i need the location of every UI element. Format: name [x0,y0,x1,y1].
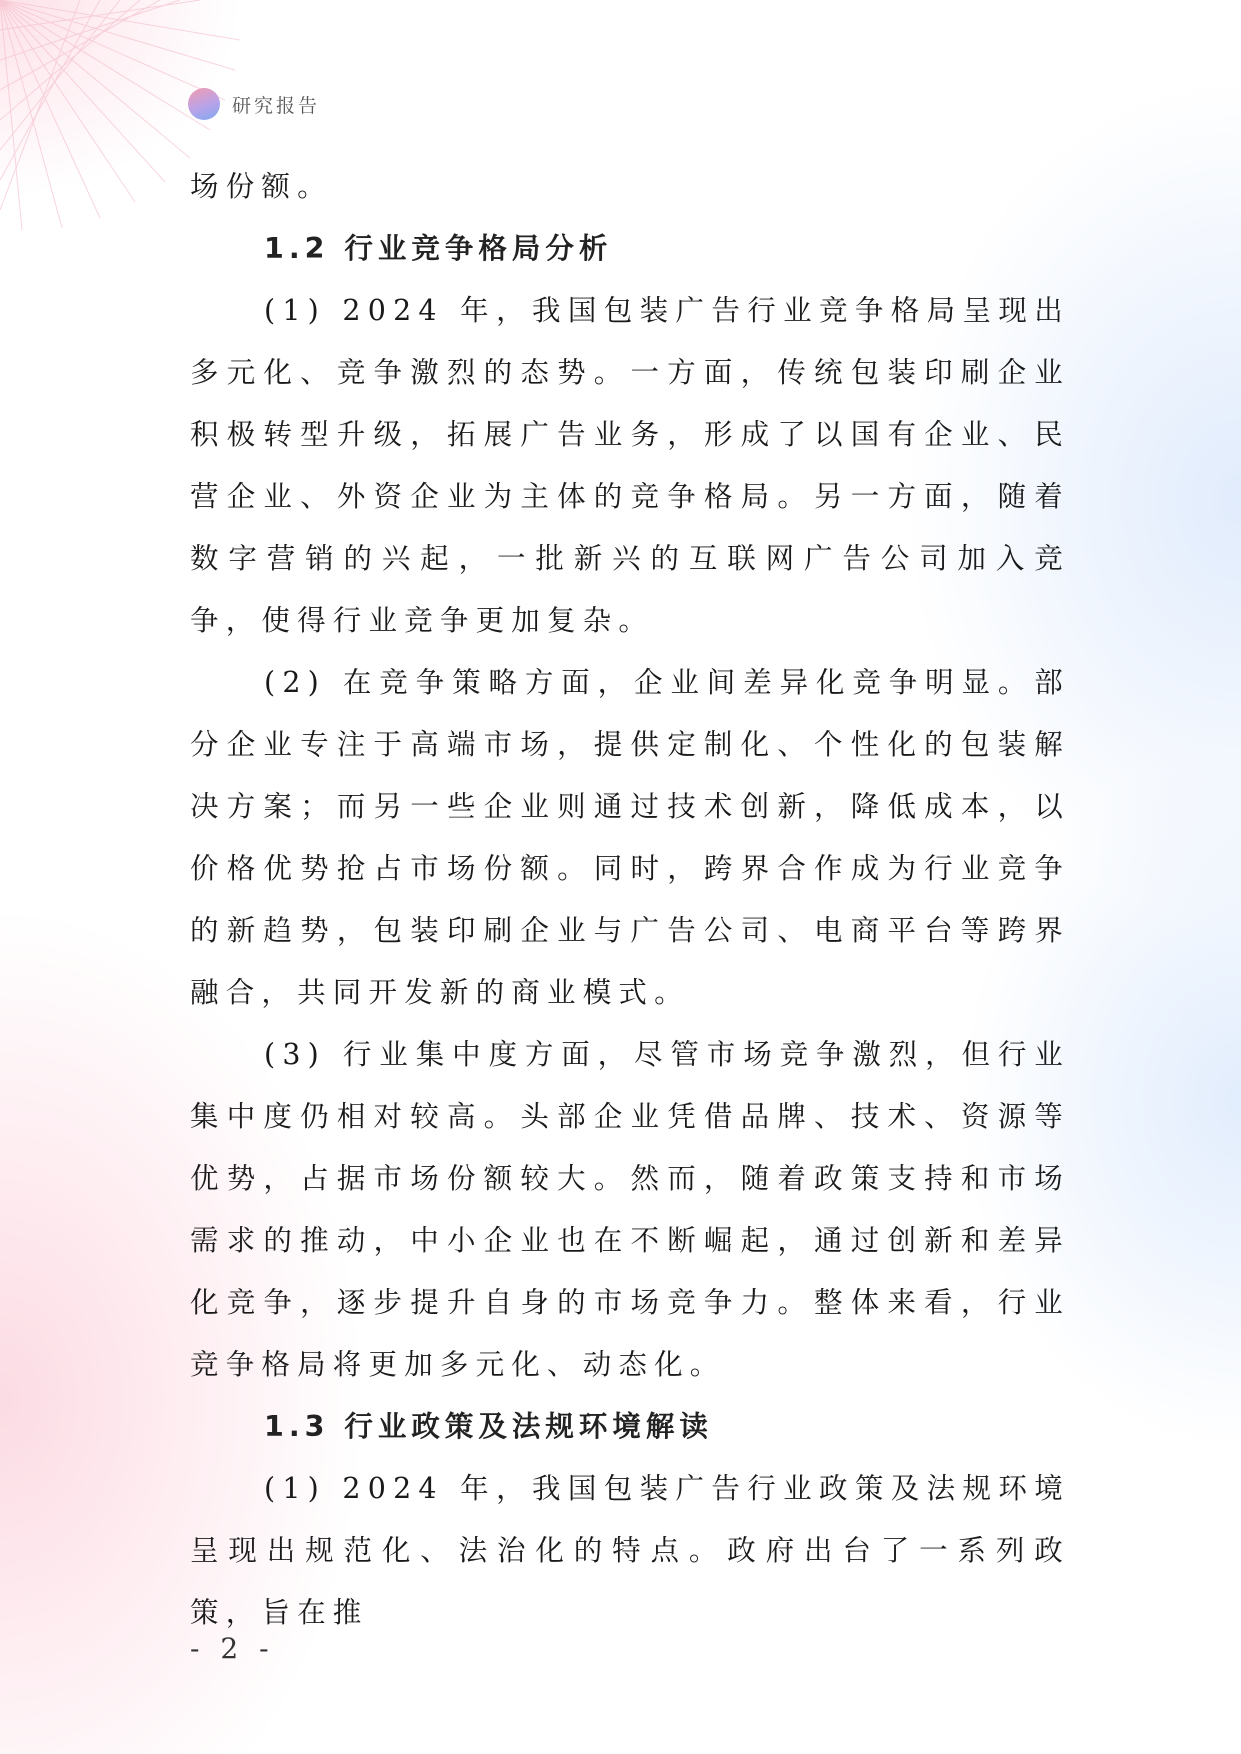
paragraph-1-3-1: (1) 2024 年，我国包装广告行业政策及法规环境呈现出规范化、法治化的特点。政府出台了一系列政策，旨在推 [190,1472,1070,1629]
paragraph-1-2-1: (1) 2024 年，我国包装广告行业竞争格局呈现出多元化、竞争激烈的态势。一方面，传统包装印刷企业积极转型升级，拓展广告业务，形成了以国有企业、民营企业、外资企业为主体的竞争格局。另一方面，随着数字营销的兴起，一批新兴的互联网广告公司加入竞争，使得行业竞争更加复杂。 [190,294,1070,637]
section-heading-1-3: 1.3 行业政策及法规环境解读 [264,1410,713,1443]
header-title: 研究报告 [232,94,321,117]
intro-paragraph: 场份额。 [190,170,333,203]
section-heading-1-2: 1.2 行业竞争格局分析 [264,232,613,265]
paragraph-1-2-3: (3) 行业集中度方面，尽管市场竞争激烈，但行业集中度仍相对较高。头部企业凭借品牌、技术、资源等优势，占据市场份额较大。然而，随着政策支持和市场需求的推动，中小企业也在不断崛起，通过创新和差异化竞争，逐步提升自身的市场竞争力。整体来看，行业竞争格局将更加多元化、动态化。 [190,1038,1070,1381]
page-number: - 2 - [190,1632,275,1665]
paragraph-1-2-2: (2) 在竞争策略方面，企业间差异化竞争明显。部分企业专注于高端市场，提供定制化、个性化的包装解决方案；而另一些企业则通过技术创新，降低成本，以价格优势抢占市场份额。同时，跨界合作成为行业竞争的新趋势，包装印刷企业与广告公司、电商平台等跨界融合，共同开发新的商业模式。 [190,666,1070,1009]
report-header [188,88,320,120]
logo-circle-icon [188,88,220,120]
document-body [190,156,1070,1644]
